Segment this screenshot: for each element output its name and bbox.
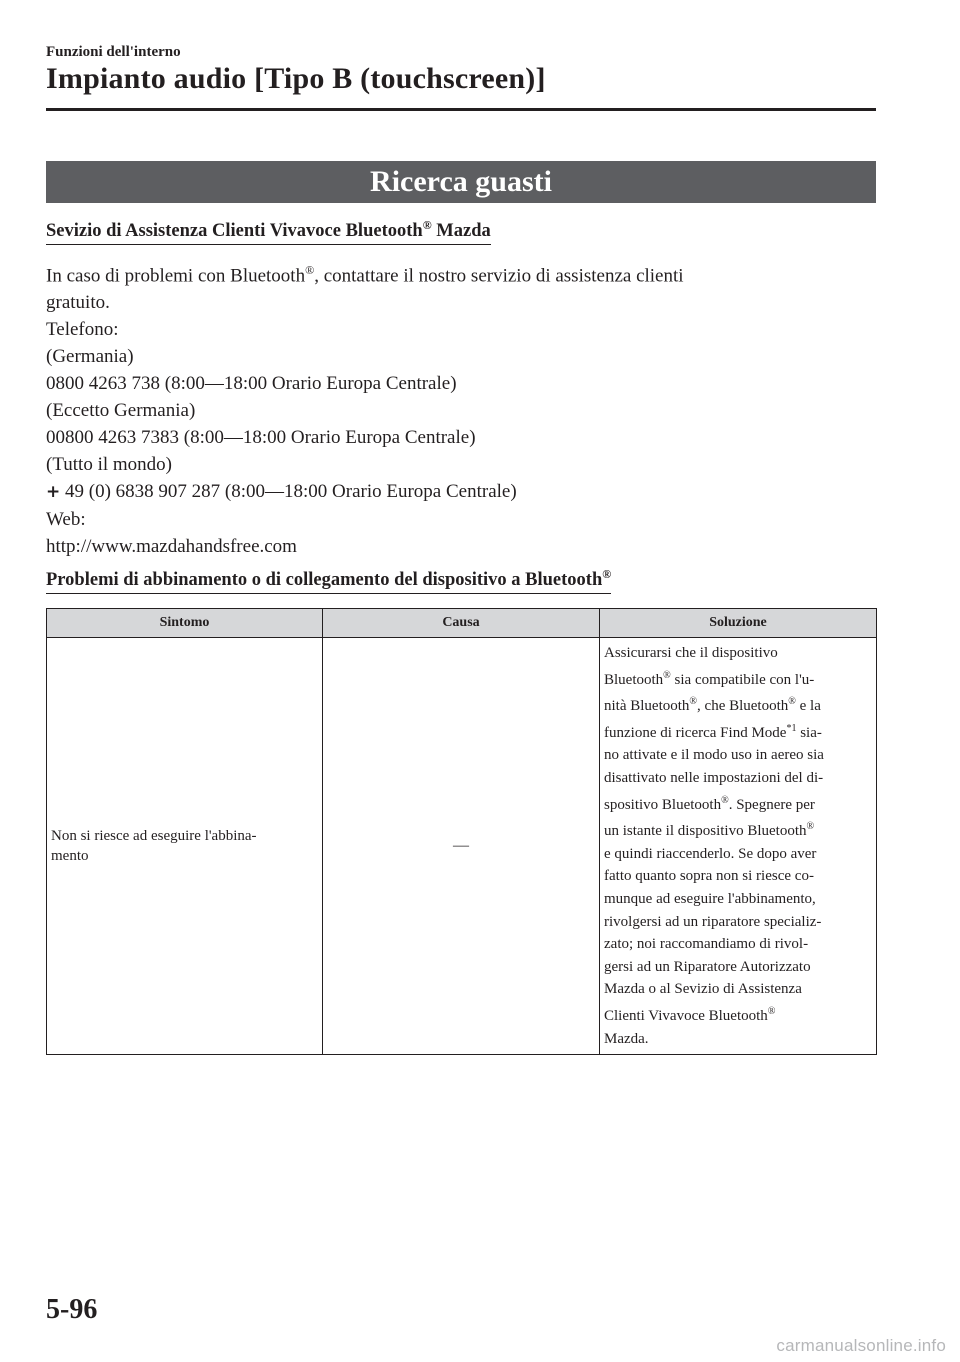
footnote-marker: *1	[786, 722, 797, 734]
cause-cell: —	[323, 638, 600, 1055]
solution-line: munque ad eseguire l'abbinamento,	[604, 890, 816, 907]
solution-line: Assicurarsi che il dispositivo	[604, 645, 778, 661]
worldwide-number-line	[46, 478, 846, 506]
table-header-row	[47, 609, 877, 638]
column-header-solution: Soluzione	[600, 609, 877, 638]
service-heading	[46, 218, 491, 245]
solution-line: e la	[795, 698, 821, 715]
solution-line: no attivate e il modo uso in aereo sia	[604, 747, 824, 764]
symptom-cell	[47, 638, 323, 1055]
germany-number: 0800 4263 738 (8:00—18:00 Orario Europa Centrale)	[46, 373, 457, 395]
solution-line: Clienti Vivavoce Bluetooth	[604, 1007, 768, 1024]
solution-line: disattivato nelle impostazioni del di-	[604, 769, 824, 786]
except-germany-label: (Eccetto Germania)	[46, 400, 196, 422]
solution-line: funzione di ricerca Find Mode	[604, 724, 787, 741]
service-heading-tail: Mazda	[431, 221, 491, 242]
service-heading-text: Sevizio di Assistenza Clienti Vivavoce Bluetooth	[46, 221, 423, 242]
symptom-text-line: mento	[51, 848, 89, 865]
solution-line: Bluetooth	[604, 671, 664, 688]
solution-line: zato; noi raccomandiamo di rivol-	[604, 936, 809, 953]
pairing-heading	[46, 567, 611, 594]
registered-mark: ®	[689, 696, 698, 708]
phone-label: Telefono:	[46, 319, 119, 341]
solution-line: spositivo Bluetooth	[604, 796, 722, 813]
solution-line: Mazda o al Sevizio di Assistenza	[604, 981, 802, 998]
solution-line: gersi ad un Riparatore Autorizzato	[604, 958, 811, 975]
column-header-cause: Causa	[323, 609, 600, 638]
germany-label: (Germania)	[46, 346, 134, 368]
solution-line: rivolgersi ad un riparatore specializ-	[604, 913, 822, 930]
solution-line: nità Bluetooth	[604, 698, 690, 715]
solution-line: e quindi riaccenderlo. Se dopo aver	[604, 845, 817, 862]
web-label: Web:	[46, 509, 86, 531]
solution-line: sia-	[796, 724, 822, 741]
watermark: carmanualsonline.info	[776, 1336, 946, 1355]
except-germany-number: 00800 4263 7383 (8:00—18:00 Orario Europa Centrale)	[46, 427, 476, 449]
solution-line: fatto quanto sopra non si riesce co-	[604, 868, 814, 885]
page-number: 5-96	[46, 1294, 98, 1325]
registered-mark: ®	[721, 794, 729, 806]
solution-line: un istante il dispositivo Bluetooth	[604, 823, 807, 840]
worldwide-label: (Tutto il mondo)	[46, 454, 172, 476]
web-url: http://www.mazdahandsfree.com	[46, 536, 297, 558]
troubleshooting-table	[46, 608, 877, 1055]
solution-line: , che Bluetooth	[697, 698, 789, 715]
header-rule	[46, 108, 876, 111]
solution-line: sia compatibile con l'u-	[670, 671, 815, 688]
registered-mark: ®	[305, 263, 315, 277]
worldwide-number: 49 (0) 6838 907 287 (8:00—18:00 Orario Europa Centrale)	[60, 481, 517, 503]
plus-icon: +	[46, 482, 61, 503]
table-row	[47, 638, 877, 1055]
solution-line: . Spegnere per	[728, 796, 815, 813]
intro-line-2: gratuito.	[46, 292, 110, 314]
registered-mark: ®	[806, 821, 815, 833]
registered-mark: ®	[663, 669, 671, 681]
registered-mark: ®	[767, 1005, 776, 1017]
solution-cell	[600, 638, 877, 1055]
pairing-heading-text: Problemi di abbinamento o di collegamento del dispositivo a Bluetooth	[46, 570, 603, 591]
registered-mark: ®	[602, 567, 612, 581]
registered-mark: ®	[422, 218, 432, 232]
intro-text-a: In caso di problemi con Bluetooth	[46, 265, 306, 287]
service-body	[46, 257, 846, 560]
column-header-symptom: Sintomo	[47, 609, 323, 638]
chapter-title: Impianto audio [Tipo B (touchscreen)]	[46, 62, 546, 95]
registered-mark: ®	[788, 696, 796, 708]
solution-line: Mazda.	[604, 1030, 649, 1047]
intro-text-b: , contattare il nostro servizio di assistenza clienti	[314, 265, 684, 287]
section-label: Funzioni dell'interno	[46, 44, 181, 60]
symptom-text-line: Non si riesce ad eseguire l'abbina-	[51, 828, 257, 845]
intro-line-1	[46, 257, 846, 289]
troubleshooting-banner: Ricerca guasti	[46, 161, 876, 203]
